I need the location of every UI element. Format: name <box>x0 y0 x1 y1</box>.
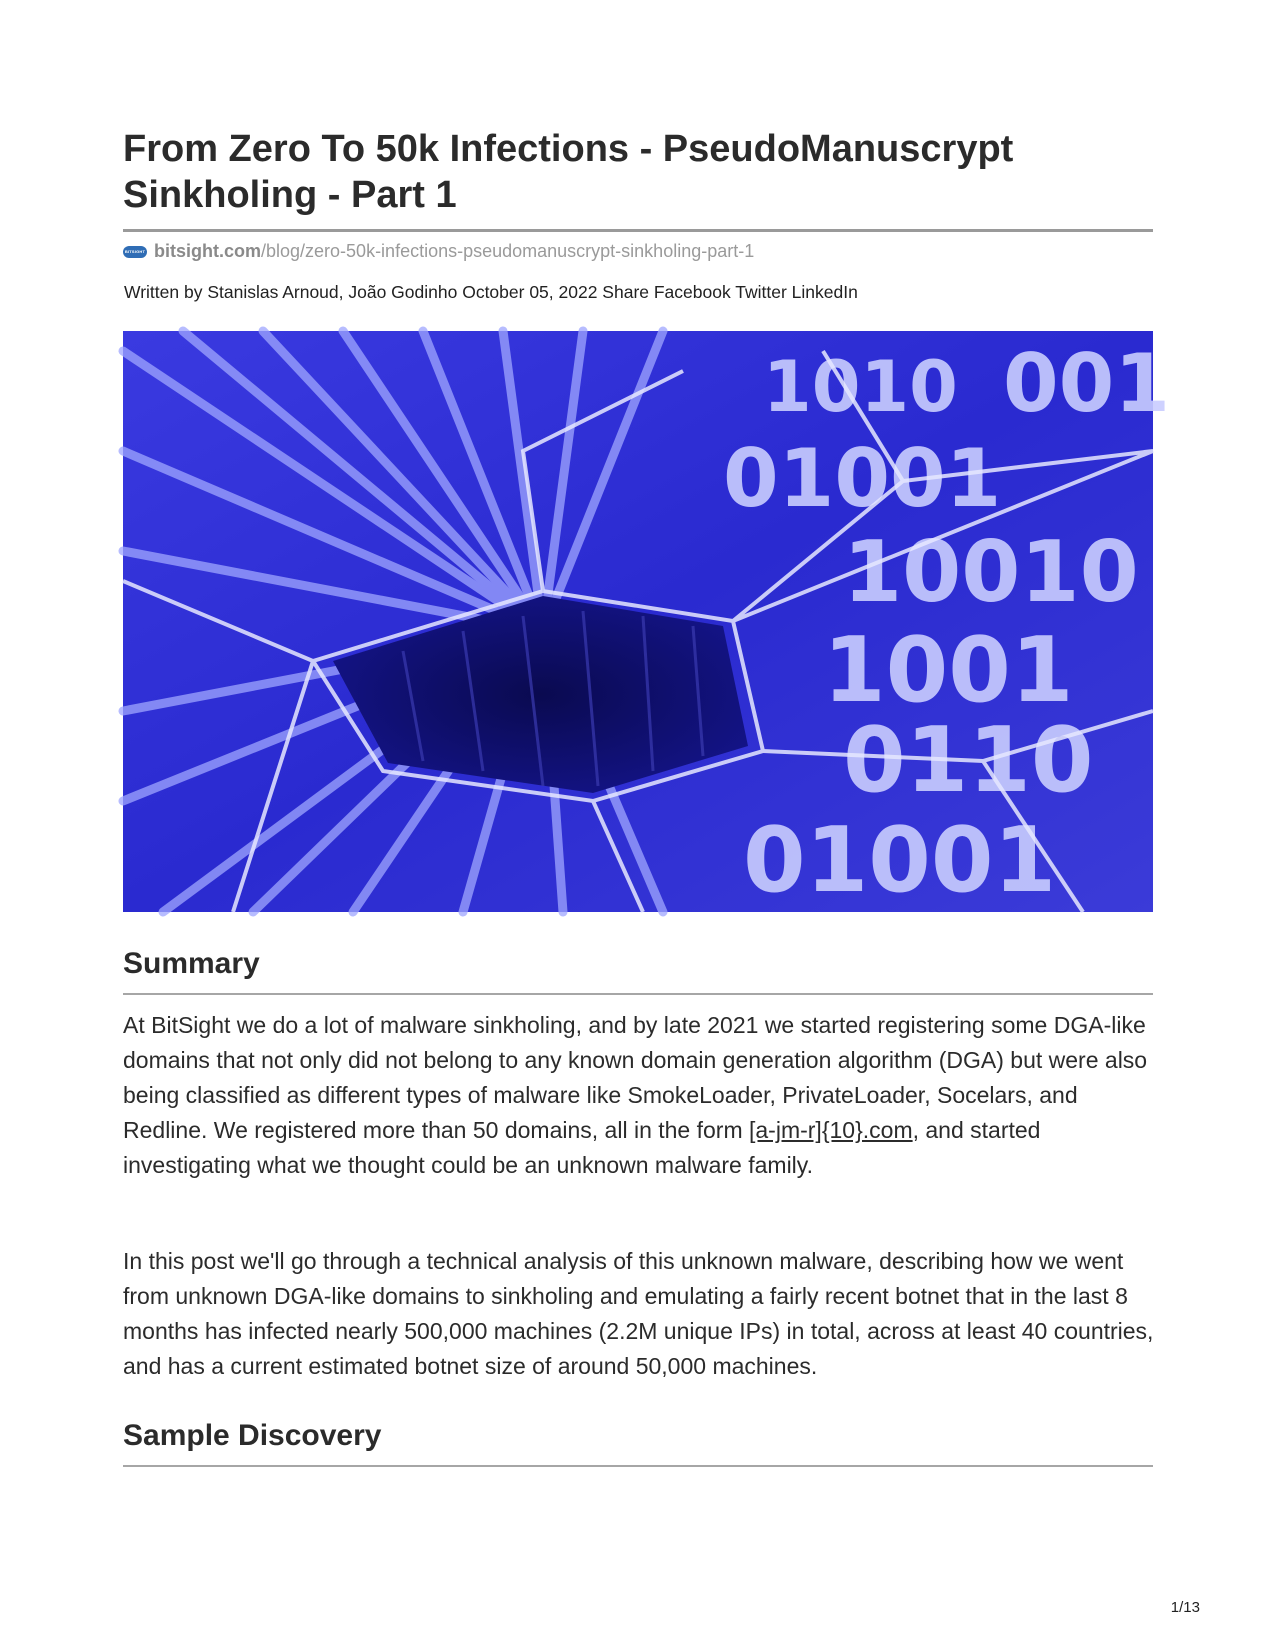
svg-text:01001: 01001 <box>723 432 1002 525</box>
sample-discovery-heading: Sample Discovery <box>123 1419 382 1452</box>
domain-pattern-link[interactable]: [a-jm-r]{10}.com <box>749 1117 913 1143</box>
summary-divider <box>123 993 1153 995</box>
summary-paragraph-1: At BitSight we do a lot of malware sinkholing, and by late 2021 we started registering some DGA-like domains that not only did not belong to any known domain generation algorithm (DGA) but were also being classified as different types of malware like SmokeLoader, PrivateLoader, Socelars, and Redline. We registered more than 50 domains, all in the form [a-jm-r]{10}.com, and started investigating what we thought could be an unknown malware family. <box>123 1012 1148 1178</box>
source-url[interactable] <box>123 241 754 262</box>
page-number: 1/13 <box>1170 1599 1200 1616</box>
summary-heading: Summary <box>123 947 260 980</box>
source-domain: bitsight.com <box>154 241 261 261</box>
byline: Written by Stanislas Arnoud, João Godinho October 05, 2022 Share Facebook Twitter LinkedIn <box>124 282 858 302</box>
svg-text:01001: 01001 <box>743 808 1057 913</box>
svg-text:1001: 1001 <box>823 618 1074 723</box>
sample-discovery-divider <box>123 1465 1153 1467</box>
source-path: /blog/zero-50k-infections-pseudomanuscrypt-sinkholing-part-1 <box>261 241 755 261</box>
svg-text:001: 001 <box>1003 337 1170 430</box>
svg-text:1010: 1010 <box>763 346 958 428</box>
hero-image <box>123 331 1170 913</box>
summary-paragraph-2: In this post we'll go through a technical analysis of this unknown malware, describing how we went from unknown DGA-like domains to sinkholing and emulating a fairly recent botnet that in the last 8 months has infected nearly 500,000 machines (2.2M unique IPs) in total, across at least 40 countries, and has a current estimated botnet size of around 50,000 machines. <box>123 1248 1154 1379</box>
bitsight-favicon-icon: BITSIGHT <box>123 246 147 258</box>
svg-text:10010: 10010 <box>843 523 1139 622</box>
article-title: From Zero To 50k Infections - PseudoManuscrypt Sinkholing - Part 1 <box>123 128 1014 216</box>
svg-text:0110: 0110 <box>843 708 1094 813</box>
title-divider <box>123 229 1153 232</box>
